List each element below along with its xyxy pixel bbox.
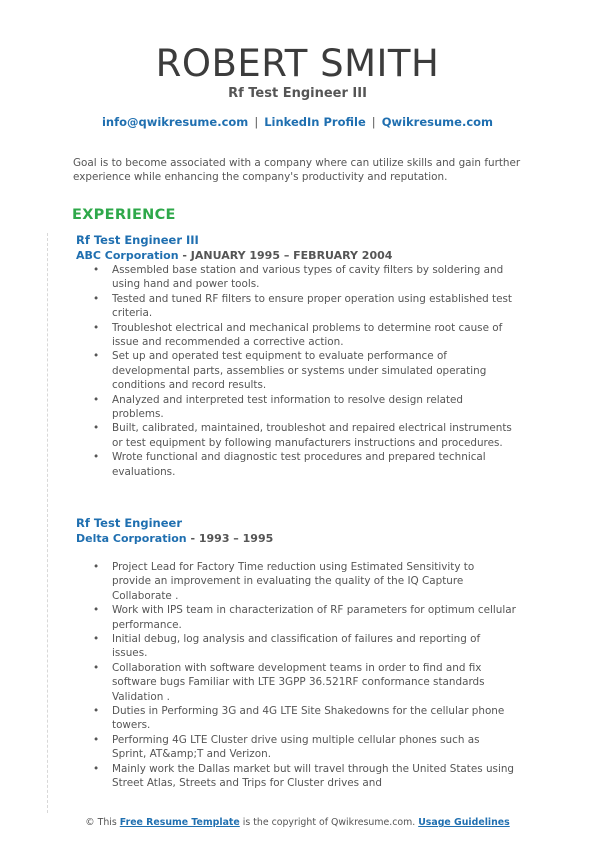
list-item: • Performing 4G LTE Cluster drive using multiple cellular phones such as Sprint, AT&amp;T and Verizon. — [76, 733, 516, 762]
list-item: • Assembled base station and various types of cavity filters by soldering and using hand and power tools. — [76, 263, 516, 292]
job-company-line: ABC Corporation - JANUARY 1995 – FEBRUARY 2004 — [76, 249, 393, 262]
list-item: • Wrote functional and diagnostic test procedures and prepared technical evaluations. — [76, 450, 516, 479]
list-item: • Project Lead for Factory Time reduction using Estimated Sensitivity to provide an improvement in evaluating the quality of the IQ Capture Collaborate . — [76, 560, 516, 603]
job-bullets — [76, 560, 516, 791]
job-dates: 1993 – 1995 — [198, 532, 274, 545]
candidate-title: Rf Test Engineer III — [228, 86, 367, 101]
contact-separator: | — [254, 115, 259, 129]
experience-heading: EXPERIENCE — [72, 207, 176, 223]
job-entry — [76, 233, 516, 479]
job-company-line: Delta Corporation - 1993 – 1995 — [76, 532, 274, 545]
job-dates: JANUARY 1995 – FEBRUARY 2004 — [190, 249, 393, 262]
candidate-name: ROBERT SMITH — [155, 42, 440, 85]
list-item: • Analyzed and interpreted test information to resolve design related problems. — [76, 393, 516, 422]
job-title: Rf Test Engineer — [76, 516, 182, 530]
company-name: Delta Corporation — [76, 532, 187, 545]
company-name: ABC Corporation — [76, 249, 179, 262]
job-entry — [76, 516, 516, 791]
summary-text: Goal is to become associated with a company where can utilize skills and gain further experience while enhancing the company's productivity and reputation. — [73, 157, 521, 183]
website-link[interactable]: Qwikresume.com — [381, 115, 494, 129]
usage-guidelines-link[interactable]: Usage Guidelines — [418, 817, 510, 828]
email-link[interactable]: info@qwikresume.com — [101, 115, 249, 129]
contact-separator: | — [371, 115, 376, 129]
job-title: Rf Test Engineer III — [76, 233, 199, 247]
list-item: • Mainly work the Dallas market but will travel through the United States using Street Atlas, Streets and Trips for Cluster drives and — [76, 762, 516, 791]
footer — [0, 817, 595, 828]
list-item: • Work with IPS team in characterization of RF parameters for optimum cellular performance. — [76, 603, 516, 632]
free-resume-template-link[interactable]: Free Resume Template — [119, 817, 240, 828]
list-item: • Initial debug, log analysis and classification of failures and reporting of issues. — [76, 632, 516, 661]
list-item: • Built, calibrated, maintained, troubleshot and repaired electrical instruments or test equipment by following manufacturers instructions and procedures. — [76, 421, 516, 450]
job-bullets — [76, 263, 516, 479]
footer-text: is the copyright of Qwikresume.com. — [242, 817, 416, 828]
list-item: • Duties in Performing 3G and 4G LTE Site Shakedowns for the cellular phone towers. — [76, 704, 516, 733]
list-item: • Collaboration with software development teams in order to find and fix software bugs Familiar with LTE 3GPP 36.521RF conformance standards Validation . — [76, 661, 516, 704]
contact-line — [0, 115, 595, 129]
list-item: • Set up and operated test equipment to evaluate performance of developmental parts, assemblies or systems under simulated operating conditions and record results. — [76, 349, 516, 392]
timeline-divider — [47, 233, 48, 813]
linkedin-link[interactable]: LinkedIn Profile — [264, 115, 366, 129]
footer-copyright: © This — [85, 817, 117, 828]
list-item: • Troubleshot electrical and mechanical problems to determine root cause of issue and recommended a corrective action. — [76, 321, 516, 350]
list-item: • Tested and tuned RF filters to ensure proper operation using established test criteria. — [76, 292, 516, 321]
